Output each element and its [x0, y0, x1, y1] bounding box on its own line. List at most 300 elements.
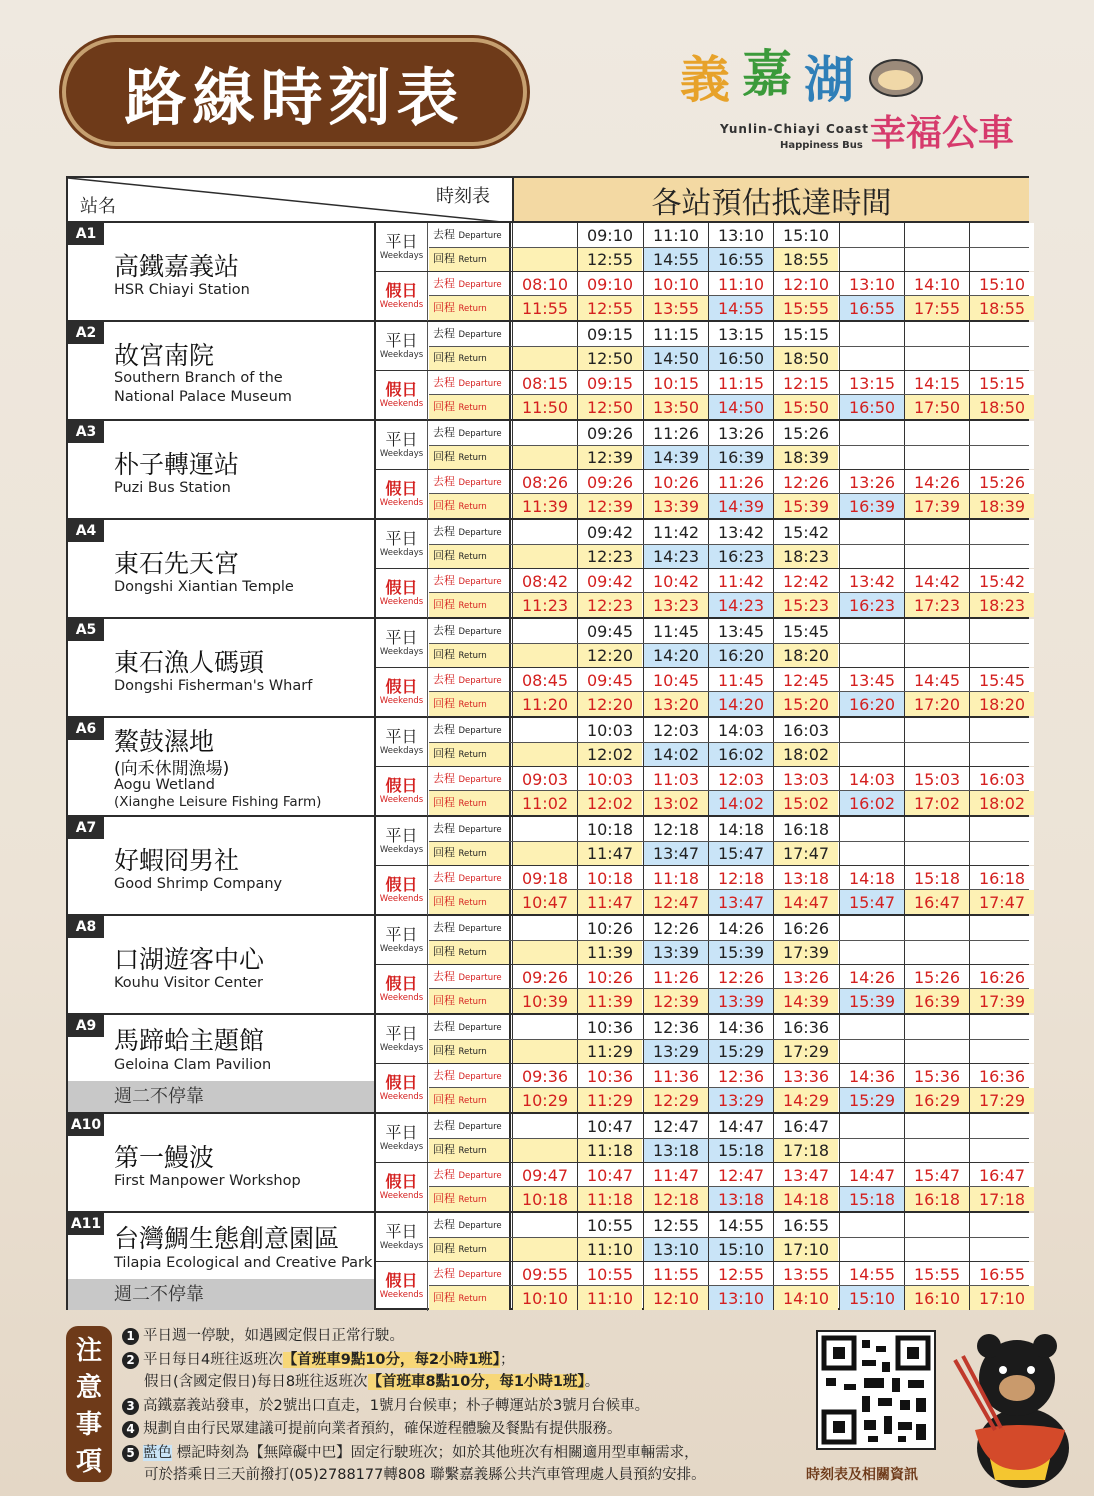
weekend-en: Weekends: [379, 1190, 424, 1201]
weekday-label: [376, 619, 428, 668]
time-cell: [512, 1039, 577, 1063]
weekday-label: [376, 916, 428, 965]
direction-dep: [429, 619, 511, 643]
time-cell: 10:36: [577, 1064, 642, 1088]
title-banner: [62, 38, 527, 146]
weekend-zh: 假日: [385, 478, 418, 498]
time-cell: 13:36: [773, 1064, 838, 1088]
station-row: [68, 1213, 1027, 1312]
direction-zh: 去程: [433, 624, 455, 637]
direction-zh: 去程: [433, 228, 455, 241]
direction-zh: 去程: [433, 673, 455, 686]
empty-cell: [969, 520, 1034, 544]
empty-cell: [904, 916, 969, 940]
station-name-zh: 第一鰻波: [114, 1143, 215, 1172]
row-divider: [429, 841, 1029, 842]
station-cell: [68, 916, 376, 1013]
time-cell: 09:18: [512, 866, 577, 890]
weekend-zh: 假日: [385, 775, 418, 795]
time-cell: 12:47: [643, 1114, 708, 1138]
time-cell: 15:47: [708, 841, 773, 865]
weekday-label: [376, 520, 428, 569]
weekday-en: Weekdays: [379, 349, 424, 360]
weekday-zh: 平日: [385, 429, 418, 449]
time-cell: 12:02: [577, 791, 642, 815]
time-cell: 12:50: [577, 346, 642, 370]
direction-dep: [429, 470, 511, 494]
note-text: 。: [584, 1374, 600, 1390]
time-cell: 11:02: [512, 791, 577, 815]
time-cell: 13:03: [773, 767, 838, 791]
notes-label-3: 事: [75, 1410, 102, 1440]
weekend-en: Weekends: [379, 1289, 424, 1300]
time-cell: 18:23: [969, 593, 1034, 617]
time-cell: [512, 247, 577, 271]
row-divider: [376, 865, 1029, 866]
direction-en: Return: [458, 304, 487, 314]
empty-cell: [839, 619, 904, 643]
direction-zh: 回程: [433, 549, 455, 562]
weekday-label: [376, 1114, 428, 1163]
direction-zh: 去程: [433, 921, 455, 934]
time-cell: 16:50: [839, 395, 904, 419]
direction-zh: 去程: [433, 723, 455, 736]
station-code: A1: [68, 223, 104, 245]
direction-ret: [429, 346, 511, 370]
clam-icon: [866, 50, 926, 100]
time-cell: 10:26: [643, 470, 708, 494]
station-row: [68, 1114, 1027, 1213]
direction-en: Return: [458, 601, 487, 611]
direction-en: Departure: [458, 924, 502, 934]
direction-en: Departure: [458, 528, 502, 538]
time-cell: 10:03: [577, 718, 642, 742]
direction-en: Return: [458, 799, 487, 809]
time-cell: 11:15: [643, 322, 708, 346]
empty-cell: [969, 718, 1034, 742]
time-cell: 11:42: [643, 520, 708, 544]
station-name-en: First Manpower Workshop: [114, 1173, 301, 1189]
time-cell: 13:18: [773, 866, 838, 890]
station-name-zh: 東石漁人碼頭: [114, 648, 265, 677]
time-cell: [512, 421, 577, 445]
station-cell: [68, 223, 376, 320]
direction-en: Departure: [458, 1072, 502, 1082]
time-cell: 14:47: [839, 1163, 904, 1187]
time-cell: 17:47: [773, 841, 838, 865]
weekday-en: Weekdays: [379, 448, 424, 459]
empty-cell: [904, 940, 969, 964]
direction-ret: [429, 890, 511, 914]
time-cell: 13:45: [708, 619, 773, 643]
weekday-zh: 平日: [385, 627, 418, 647]
time-cell: 18:39: [773, 445, 838, 469]
time-cell: 11:18: [643, 866, 708, 890]
direction-dep: [429, 1262, 511, 1286]
time-cell: 10:39: [512, 989, 577, 1013]
row-divider: [429, 247, 1029, 248]
time-cell: 09:45: [577, 668, 642, 692]
time-cell: 08:26: [512, 470, 577, 494]
station-cell: [68, 817, 376, 914]
qr-code[interactable]: [816, 1330, 936, 1450]
direction-zh: 回程: [433, 252, 455, 265]
weekday-label: [376, 817, 428, 866]
station-row: [68, 421, 1027, 520]
time-cell: 17:18: [773, 1138, 838, 1162]
time-cell: 13:15: [708, 322, 773, 346]
empty-cell: [839, 1138, 904, 1162]
time-cell: 13:18: [643, 1138, 708, 1162]
weekend-en: Weekends: [379, 794, 424, 805]
direction-en: Departure: [458, 478, 502, 488]
weekday-label: [376, 421, 428, 470]
direction-dep: [429, 1015, 511, 1039]
time-cell: [512, 718, 577, 742]
weekday-en: Weekdays: [379, 1240, 424, 1251]
direction-en: Departure: [458, 1221, 502, 1231]
empty-cell: [969, 445, 1034, 469]
time-cell: 12:39: [643, 989, 708, 1013]
direction-zh: 回程: [433, 945, 455, 958]
time-cell: 16:23: [839, 593, 904, 617]
time-cell: 13:10: [708, 1286, 773, 1310]
direction-en: Departure: [458, 874, 502, 884]
empty-cell: [904, 1015, 969, 1039]
time-cell: 09:55: [512, 1262, 577, 1286]
time-cell: 14:39: [708, 494, 773, 518]
time-cell: 15:20: [773, 692, 838, 716]
direction-ret: [429, 494, 511, 518]
time-cell: 09:42: [577, 520, 642, 544]
time-cell: 16:26: [969, 965, 1034, 989]
time-cell: 17:50: [904, 395, 969, 419]
time-cell: 16:03: [773, 718, 838, 742]
time-cell: 14:10: [773, 1286, 838, 1310]
note-text: 假日(含國定假日)每日8班往返班次: [144, 1374, 368, 1390]
time-cell: 15:26: [969, 470, 1034, 494]
time-cell: 16:55: [839, 296, 904, 320]
empty-cell: [969, 916, 1034, 940]
time-cell: 13:10: [839, 272, 904, 296]
time-cell: 10:47: [512, 890, 577, 914]
logo-bus: 幸福公車: [870, 113, 1015, 154]
station-row: [68, 619, 1027, 718]
empty-cell: [969, 421, 1034, 445]
time-cell: [512, 1114, 577, 1138]
row-divider: [429, 940, 1029, 941]
time-cell: 12:02: [577, 742, 642, 766]
time-cell: 15:36: [904, 1064, 969, 1088]
direction-zh: 去程: [433, 475, 455, 488]
row-divider: [429, 592, 1029, 593]
direction-en: Return: [458, 255, 487, 265]
station-code: A8: [68, 916, 104, 938]
time-cell: 14:29: [773, 1088, 838, 1112]
station-name-en: Aogu Wetland: [114, 777, 215, 793]
time-cell: 18:39: [969, 494, 1034, 518]
time-cell: 13:50: [643, 395, 708, 419]
weekend-label: [376, 866, 428, 915]
note-number: 5: [122, 1445, 139, 1462]
weekend-label: [376, 470, 428, 519]
weekend-label: [376, 668, 428, 717]
station-row: [68, 718, 1027, 817]
empty-cell: [969, 223, 1034, 247]
direction-ret: [429, 544, 511, 568]
empty-cell: [904, 346, 969, 370]
time-cell: 14:45: [904, 668, 969, 692]
note-text: 平日週一停駛，如遇國定假日正常行駛。: [143, 1328, 404, 1344]
weekend-zh: 假日: [385, 1171, 418, 1191]
logo-en-1: Yunlin-Chiayi Coast: [720, 122, 869, 136]
time-cell: 13:26: [708, 421, 773, 445]
notes-section: [66, 1322, 806, 1487]
time-cell: 15:23: [773, 593, 838, 617]
station-cell: [68, 1114, 376, 1211]
empty-cell: [904, 1213, 969, 1237]
direction-en: Return: [458, 1096, 487, 1106]
weekend-label: [376, 569, 428, 618]
direction-zh: 去程: [433, 327, 455, 340]
empty-cell: [839, 1213, 904, 1237]
empty-cell: [839, 841, 904, 865]
empty-cell: [839, 322, 904, 346]
direction-dep: [429, 223, 511, 247]
time-cell: 13:55: [643, 296, 708, 320]
notes-label: [66, 1326, 112, 1482]
time-cell: 12:29: [643, 1088, 708, 1112]
time-cell: 16:20: [839, 692, 904, 716]
direction-zh: 回程: [433, 1093, 455, 1106]
note-text: 高鐵嘉義站發車，於2號出口直走，1號月台候車；朴子轉運站於3號月台候車。: [143, 1398, 650, 1414]
time-cell: 16:29: [904, 1088, 969, 1112]
time-cell: 11:39: [577, 989, 642, 1013]
weekday-label: [376, 1015, 428, 1064]
time-cell: 12:55: [577, 247, 642, 271]
time-cell: 14:20: [643, 643, 708, 667]
time-cell: 17:39: [904, 494, 969, 518]
direction-ret: [429, 1088, 511, 1112]
weekend-zh: 假日: [385, 973, 418, 993]
time-cell: 16:55: [708, 247, 773, 271]
time-cell: 16:03: [969, 767, 1034, 791]
time-cell: 17:39: [773, 940, 838, 964]
note-number: 2: [122, 1352, 139, 1369]
empty-cell: [904, 643, 969, 667]
empty-cell: [839, 1114, 904, 1138]
weekend-en: Weekends: [379, 497, 424, 508]
weekend-label: [376, 272, 428, 321]
direction-zh: 回程: [433, 499, 455, 512]
time-cell: 09:36: [512, 1064, 577, 1088]
station-row: [68, 817, 1027, 916]
weekday-label: [376, 718, 428, 767]
time-cell: 12:26: [708, 965, 773, 989]
time-cell: [512, 544, 577, 568]
time-cell: 14:02: [643, 742, 708, 766]
weekday-zh: 平日: [385, 1122, 418, 1142]
row-divider: [376, 766, 1029, 767]
time-cell: 09:26: [577, 421, 642, 445]
no-stop-note: 週二不停靠: [68, 1081, 374, 1112]
direction-en: Return: [458, 552, 487, 562]
empty-cell: [839, 421, 904, 445]
time-cell: 11:10: [643, 223, 708, 247]
time-cell: 16:55: [969, 1262, 1034, 1286]
row-divider: [429, 1285, 1029, 1286]
station-name-en: Puzi Bus Station: [114, 480, 231, 496]
empty-cell: [904, 817, 969, 841]
empty-cell: [969, 940, 1034, 964]
direction-zh: 去程: [433, 426, 455, 439]
row-divider: [429, 643, 1029, 644]
station-name-zh: 東石先天宮: [114, 549, 240, 578]
time-cell: 13:39: [643, 940, 708, 964]
direction-en: Departure: [458, 775, 502, 785]
time-cell: 08:10: [512, 272, 577, 296]
direction-zh: 去程: [433, 822, 455, 835]
time-cell: 09:26: [577, 470, 642, 494]
note-2b: [144, 1370, 599, 1391]
time-cell: 14:42: [904, 569, 969, 593]
direction-en: Return: [458, 750, 487, 760]
row-divider: [429, 1186, 1029, 1187]
time-cell: 14:18: [708, 817, 773, 841]
time-cell: 12:23: [577, 544, 642, 568]
time-cell: 15:10: [839, 1286, 904, 1310]
empty-cell: [839, 643, 904, 667]
direction-zh: 回程: [433, 301, 455, 314]
time-cell: 09:15: [577, 322, 642, 346]
time-cell: 10:10: [512, 1286, 577, 1310]
station-code: A10: [68, 1114, 104, 1136]
weekend-zh: 假日: [385, 280, 418, 300]
time-cell: 13:45: [839, 668, 904, 692]
weekend-zh: 假日: [385, 1072, 418, 1092]
row-divider: [376, 271, 1029, 272]
direction-ret: [429, 296, 511, 320]
direction-en: Departure: [458, 577, 502, 587]
empty-cell: [904, 445, 969, 469]
time-cell: 14:36: [839, 1064, 904, 1088]
time-cell: 16:02: [708, 742, 773, 766]
time-cell: 11:15: [708, 371, 773, 395]
weekend-zh: 假日: [385, 874, 418, 894]
row-divider: [429, 1039, 1029, 1040]
station-row: [68, 1015, 1027, 1114]
time-cell: [512, 841, 577, 865]
station-code: A3: [68, 421, 104, 443]
time-cell: 14:55: [839, 1262, 904, 1286]
time-cell: 13:23: [643, 593, 708, 617]
time-cell: 12:18: [643, 1187, 708, 1211]
weekday-en: Weekdays: [379, 1141, 424, 1152]
direction-en: Return: [458, 1245, 487, 1255]
weekday-zh: 平日: [385, 1221, 418, 1241]
time-cell: [512, 445, 577, 469]
direction-ret: [429, 692, 511, 716]
time-cell: 13:55: [773, 1262, 838, 1286]
direction-dep: [429, 322, 511, 346]
weekend-label: [376, 767, 428, 816]
direction-zh: 回程: [433, 450, 455, 463]
time-cell: 12:39: [577, 445, 642, 469]
direction-zh: 去程: [433, 1069, 455, 1082]
empty-cell: [969, 1015, 1034, 1039]
time-cell: 14:47: [708, 1114, 773, 1138]
time-cell: 14:26: [839, 965, 904, 989]
time-cell: 17:20: [904, 692, 969, 716]
time-cell: 12:42: [773, 569, 838, 593]
time-cell: [512, 817, 577, 841]
row-divider: [429, 295, 1029, 296]
empty-cell: [904, 742, 969, 766]
empty-cell: [839, 544, 904, 568]
time-cell: 11:36: [643, 1064, 708, 1088]
note-highlight: 【首班車9點10分，每2小時1班】: [282, 1352, 500, 1368]
time-cell: 11:45: [708, 668, 773, 692]
time-cell: 12:10: [773, 272, 838, 296]
time-cell: 11:47: [577, 841, 642, 865]
empty-cell: [839, 817, 904, 841]
time-cell: 10:10: [643, 272, 708, 296]
time-cell: 12:18: [708, 866, 773, 890]
time-cell: 13:47: [773, 1163, 838, 1187]
time-cell: 16:39: [839, 494, 904, 518]
station-name-en: Dongshi Xiantian Temple: [114, 579, 294, 595]
station-name-en: Tilapia Ecological and Creative Park: [114, 1255, 373, 1271]
time-cell: 18:20: [969, 692, 1034, 716]
note-text: 規劃自由行民眾建議可提前向業者預約，確保遊程體驗及餐點有提供服務。: [143, 1421, 622, 1437]
empty-cell: [904, 841, 969, 865]
weekend-en: Weekends: [379, 893, 424, 904]
empty-cell: [969, 1114, 1034, 1138]
station-name-en-2: National Palace Museum: [114, 389, 292, 405]
time-cell: 14:55: [643, 247, 708, 271]
time-cell: 13:39: [708, 989, 773, 1013]
time-cell: 14:55: [708, 296, 773, 320]
direction-dep: [429, 718, 511, 742]
weekday-en: Weekdays: [379, 547, 424, 558]
time-cell: 14:39: [773, 989, 838, 1013]
time-cell: 15:10: [708, 1237, 773, 1261]
empty-cell: [904, 718, 969, 742]
time-cell: 10:26: [577, 916, 642, 940]
time-cell: 11:45: [643, 619, 708, 643]
note-number: 1: [122, 1328, 139, 1345]
time-cell: 12:20: [577, 643, 642, 667]
header-estimate: 各站預估抵達時間: [512, 178, 1029, 221]
time-cell: 17:47: [969, 890, 1034, 914]
time-cell: 10:36: [577, 1015, 642, 1039]
weekend-zh: 假日: [385, 379, 418, 399]
time-cell: 13:39: [643, 494, 708, 518]
note-text: ；: [499, 1352, 515, 1368]
time-cell: 11:29: [577, 1088, 642, 1112]
page-title: 路線時刻表: [124, 60, 465, 134]
station-cell: [68, 421, 376, 518]
station-name-en: Kouhu Visitor Center: [114, 975, 263, 991]
direction-zh: 去程: [433, 376, 455, 389]
direction-dep: [429, 1064, 511, 1088]
direction-zh: 回程: [433, 796, 455, 809]
time-cell: 11:42: [708, 569, 773, 593]
time-cell: 18:23: [773, 544, 838, 568]
direction-dep: [429, 272, 511, 296]
time-cell: 15:26: [904, 965, 969, 989]
time-cell: 17:39: [969, 989, 1034, 1013]
